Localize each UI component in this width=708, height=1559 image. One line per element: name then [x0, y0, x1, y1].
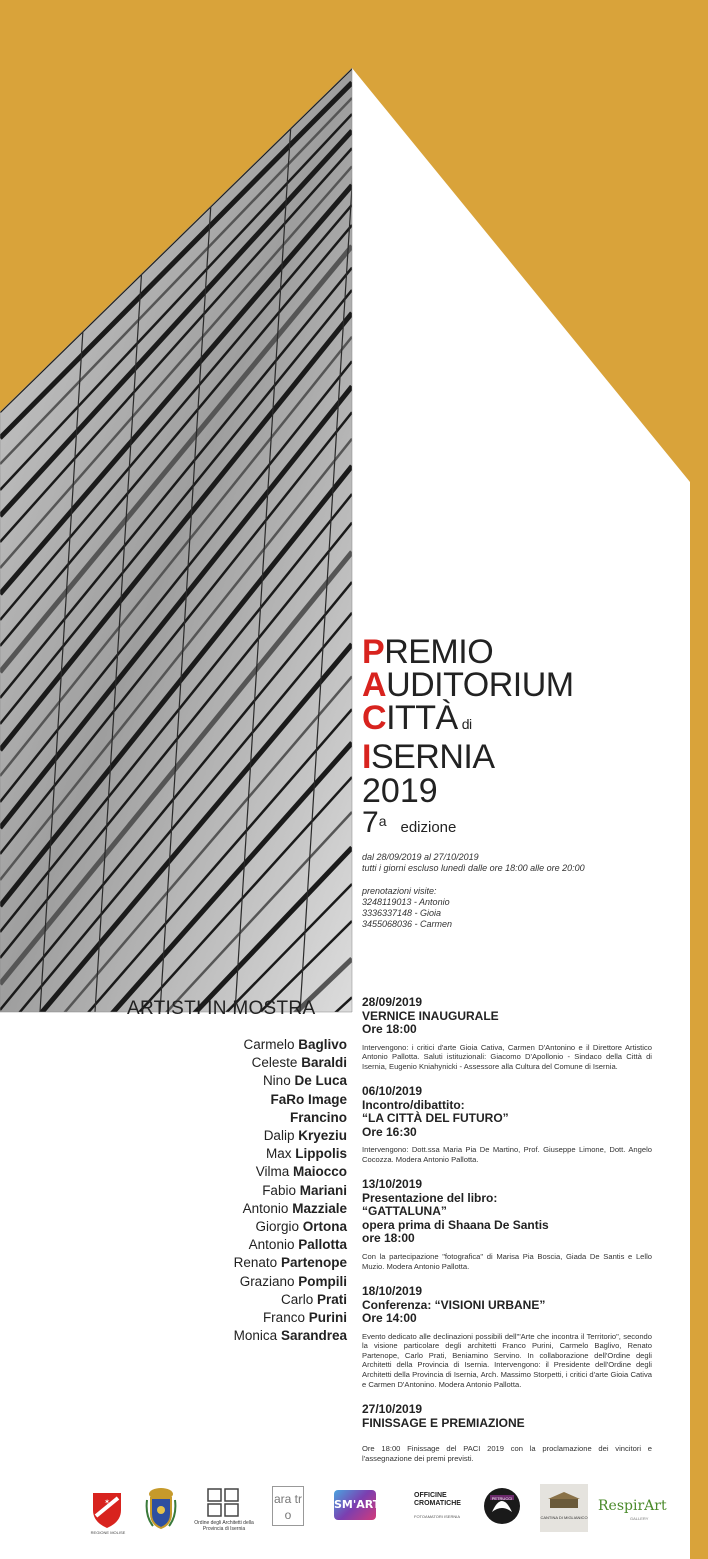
artist-last-name: Pompili: [298, 1273, 347, 1289]
edition-superscript: a: [378, 813, 387, 829]
artist-name: [234, 1200, 347, 1218]
event-date: 27/10/2019: [362, 1402, 423, 1417]
artist-name: [234, 1072, 347, 1090]
artist-name: [234, 1291, 347, 1309]
title-line: [362, 699, 662, 741]
artist-name: [234, 1327, 347, 1345]
cantina-caption: CANTINA DI MIGLIANICO: [540, 1515, 588, 1520]
exhibition-dates: dal 28/09/2019 al 27/10/2019: [362, 852, 479, 862]
title-acronym-letter: P: [362, 633, 385, 671]
artist-first-name: Fabio: [262, 1182, 296, 1198]
artist-first-name: Celeste: [251, 1055, 298, 1071]
edition-word: edizione: [400, 819, 457, 836]
regione-molise-caption: REGIONE MOLISE: [90, 1530, 126, 1535]
event-description: Ore 18:00 Finissage del PACI 2019 con la proclamazione dei vincitori e l'assegnazione dei premi previsti.: [362, 1444, 652, 1463]
petrucci-caption: PETRUCCI: [491, 1496, 513, 1501]
cantina-migliancio-logo: [540, 1484, 588, 1532]
winery-building-icon: [540, 1492, 588, 1510]
artist-last-name: Pallotta: [298, 1237, 347, 1253]
title-acronym-letter: A: [362, 666, 387, 704]
event-title-line: Ore 18:00: [362, 1022, 417, 1036]
artist-name: [234, 1109, 347, 1127]
artist-first-name: Giorgio: [255, 1219, 299, 1235]
artist-last-name: Prati: [316, 1291, 347, 1307]
event: [362, 1403, 652, 1463]
artist-last-name: Ortona: [302, 1219, 347, 1235]
artist-last-name: Mazziale: [292, 1200, 347, 1216]
artist-name: [234, 1236, 347, 1254]
opening-hours: tutti i giorni escluso lunedì dalle ore 18:00 alle ore 20:00: [362, 863, 585, 873]
svg-text:✶: ✶: [104, 1499, 110, 1506]
artist-last-name: Lippolis: [295, 1146, 347, 1162]
artist-last-name: Francino: [289, 1109, 347, 1125]
event: [362, 1285, 652, 1389]
officine-cromatiche-logo: OFFICINE CROMATICHE: [414, 1492, 461, 1507]
title-year: 2019: [362, 772, 438, 810]
event-title-line: “GATTALUNA”: [362, 1204, 447, 1219]
event-title-line: “LA CITTÀ DEL FUTURO”: [362, 1111, 509, 1126]
respirart-logo: RespirArt: [598, 1498, 667, 1514]
artist-last-name: Sarandrea: [280, 1328, 347, 1344]
event-title-line: Ore 14:00: [362, 1311, 417, 1326]
artist-name: [234, 1127, 347, 1145]
title-line: [362, 666, 662, 704]
artist-name: [234, 1273, 347, 1291]
visit-info: [362, 852, 672, 930]
title-word: UDITORIUM: [386, 666, 574, 704]
artist-last-name: FaRo Image: [270, 1091, 347, 1107]
artist-last-name: Kryeziu: [298, 1128, 347, 1144]
event-title-line: Presentazione del libro:: [362, 1190, 498, 1205]
artist-first-name: Nino: [262, 1073, 291, 1089]
artist-first-name: Antonio: [242, 1200, 289, 1216]
booking-phone: 3248119013 - Antonio: [362, 897, 450, 907]
architetti-caption: Ordine degli Architetti della Provincia di Isernia: [194, 1520, 254, 1532]
artist-first-name: Graziano: [239, 1273, 295, 1289]
title-suffix: di: [461, 716, 472, 732]
events-list: [362, 996, 652, 1463]
artist-name: [234, 1054, 347, 1072]
artists-list: [234, 1036, 347, 1345]
artist-first-name: Monica: [233, 1328, 278, 1344]
artist-name: [234, 1182, 347, 1200]
artist-last-name: Maiocco: [292, 1164, 347, 1180]
artist-last-name: De Luca: [294, 1073, 347, 1089]
artist-last-name: Baraldi: [301, 1055, 347, 1071]
booking-phone: 3455068036 - Carmen: [362, 919, 453, 929]
event-date: 13/10/2019: [362, 1177, 423, 1192]
artist-last-name: Purini: [308, 1310, 347, 1326]
event-title-line: Conferenza: “VISIONI URBANE”: [362, 1297, 546, 1312]
artist-first-name: Renato: [233, 1255, 278, 1271]
artist-first-name: Carmelo: [243, 1037, 295, 1052]
artist-name: [234, 1218, 347, 1236]
artist-name: [234, 1254, 347, 1272]
edition-line: [362, 808, 662, 843]
smart-logo: SM'ART: [334, 1490, 376, 1520]
event-description: Intervengono: i critici d'arte Gioia Cativa, Carmen D'Antonino e il Direttore Artistico Antonio Pallotta. Saluti istituzionali: Giacomo D'Apollonio - Sindaco della Città di Isernia, Eugenio Kniahynicki - Assessore alla Cultura del Comune di Isernia.: [362, 1042, 652, 1071]
event-title-line: FINISSAGE E PREMIAZIONE: [362, 1415, 525, 1430]
title-word: ITTÀ: [386, 699, 458, 737]
artist-name: [234, 1145, 347, 1163]
architetti-logo: [207, 1488, 239, 1518]
edition-number: 7: [362, 806, 379, 839]
artist-last-name: Partenope: [280, 1255, 347, 1271]
artist-last-name: Baglivo: [298, 1037, 347, 1052]
event-description: Con la partecipazione "fotografica" di Marisa Pia Boscia, Giada De Santis e Lello Muzio. Modera Antonio Pallotta.: [362, 1251, 652, 1271]
artist-first-name: Franco: [262, 1310, 305, 1326]
booking-phone: 3336337148 - Gioia: [362, 908, 442, 918]
title-acronym-letter: I: [362, 738, 371, 776]
event-title-line: Ore 16:30: [362, 1124, 417, 1139]
sponsor-logos: [0, 1484, 708, 1544]
title-word: SERNIA: [370, 738, 495, 776]
event-date: 06/10/2019: [362, 1084, 423, 1099]
event: [362, 1178, 652, 1271]
event-date: 18/10/2019: [362, 1284, 423, 1299]
isernia-crest-logo: [143, 1486, 179, 1532]
respirart-caption: GALLERY: [630, 1516, 649, 1521]
event: [362, 996, 652, 1071]
artist-name: [234, 1036, 347, 1054]
event: [362, 1085, 652, 1164]
artist-name: [234, 1091, 347, 1109]
artist-first-name: Carlo: [280, 1291, 314, 1307]
event-title-line: ore 18:00: [362, 1231, 415, 1246]
event-description: Evento dedicato alle declinazioni possibili dell'"Arte che incontra il Territorio", secondo la visione particolare degli architetti Franco Purini, Carmelo Baglivo, Renato Partenope, Carlo Prati, Beniamino Servino. In collaborazione dell'Ordine degli Architetti della Provincia di Isernia. Intervengono: il Presidente dell'Ordine degli Architetti della Provincia di Isernia, Arch. Massimo Storpetti, i critici d'arte Gioia Cativa e Carmen D'Antonino. Modera Antonio Pallotta.: [362, 1331, 652, 1389]
title-line: [362, 633, 662, 671]
artist-first-name: Vilma: [255, 1164, 290, 1180]
event-title-line: opera prima di Shaana De Santis: [362, 1217, 549, 1232]
title-word: REMIO: [384, 633, 494, 671]
artist-first-name: Antonio: [248, 1237, 295, 1253]
aratro-logo: ara tro: [272, 1486, 304, 1526]
title-acronym-letter: C: [362, 699, 387, 737]
title-block: [362, 633, 662, 843]
artists-heading: ARTISTI IN MOSTRA: [127, 998, 316, 1019]
title-line: [362, 738, 662, 776]
event-date: 28/09/2019: [362, 995, 423, 1009]
artist-first-name: Dalip: [263, 1128, 295, 1144]
booking-label: prenotazioni visite:: [362, 886, 437, 896]
artist-name: [234, 1163, 347, 1181]
regione-molise-logo: [90, 1490, 124, 1530]
artist-last-name: Mariani: [299, 1182, 347, 1198]
officine-caption: FOTOAMATORI ISERNIA: [414, 1514, 461, 1519]
petrucci-logo: [482, 1484, 522, 1532]
artist-name: [234, 1309, 347, 1327]
artist-first-name: Max: [265, 1146, 292, 1162]
event-title-line: VERNICE INAUGURALE: [362, 1008, 499, 1023]
event-title-line: Incontro/dibattito:: [362, 1097, 465, 1112]
event-description: Intervengono: Dott.ssa Maria Pia De Martino, Prof. Giuseppe Limone, Dott. Angelo Cocozza. Modera Antonio Pallotta.: [362, 1145, 652, 1164]
